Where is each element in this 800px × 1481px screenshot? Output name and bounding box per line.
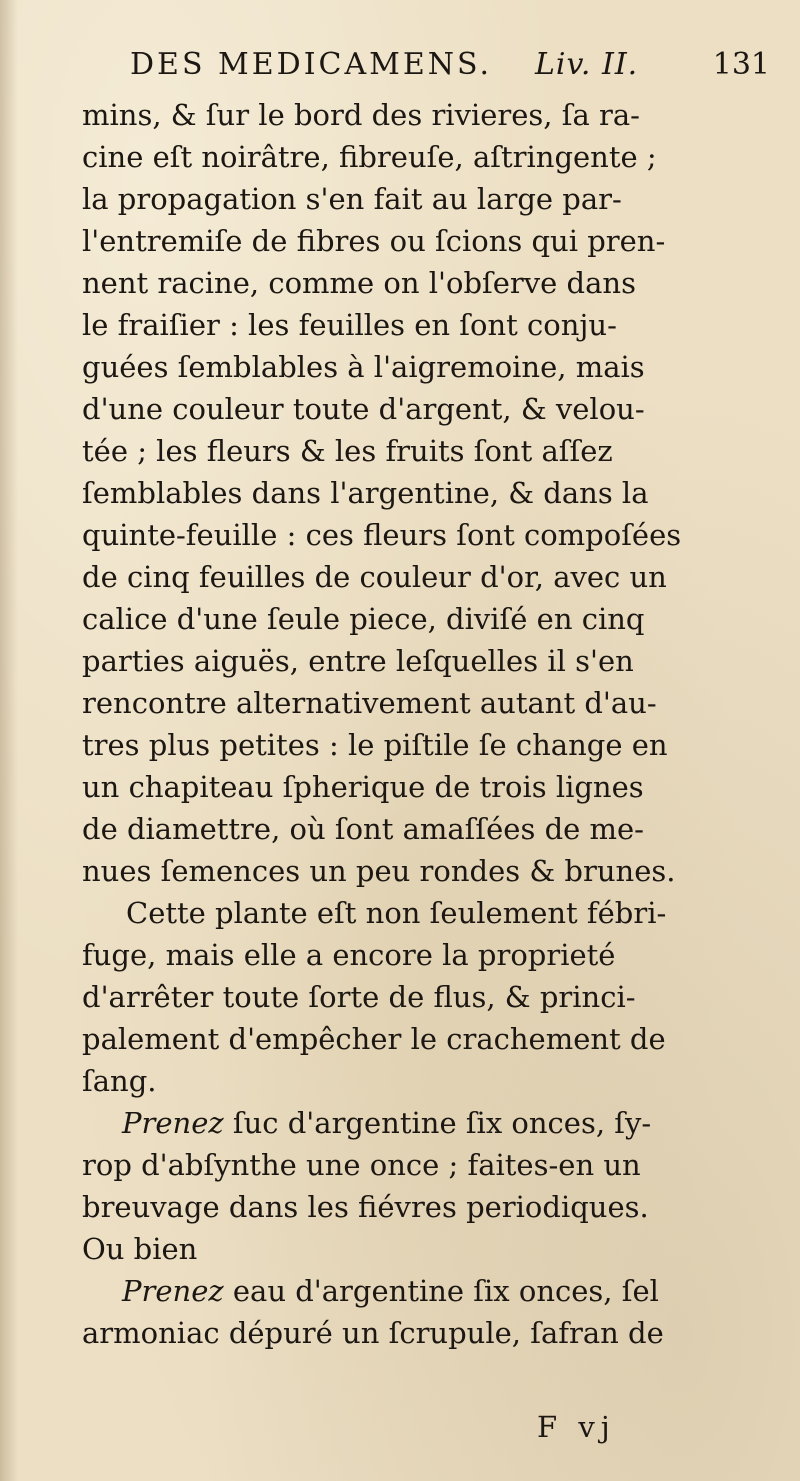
text-line: rop d'abſynthe une once ; faites-en un bbox=[82, 1148, 641, 1182]
text-line: Ou bien bbox=[82, 1232, 198, 1266]
text-line: breuvage dans les fiévres periodiques. bbox=[82, 1190, 649, 1224]
text-line: palement d'empêcher le crachement de bbox=[82, 1022, 666, 1056]
text-line: ſang. bbox=[82, 1064, 157, 1098]
page-number: 131 bbox=[712, 47, 770, 82]
text-line: tée ; les fleurs & les fruits ſont aſſez bbox=[82, 434, 613, 468]
text-line: tres plus petites : le piſtile ſe change en bbox=[82, 728, 668, 762]
text-line: armoniac dépuré un ſcrupule, ſafran de bbox=[82, 1316, 664, 1350]
recipe-text: ſuc d'argentine ſix onces, ſy- bbox=[232, 1106, 652, 1140]
page-gutter-shadow bbox=[0, 0, 18, 1481]
text-line: un chapiteau ſpherique de trois lignes bbox=[82, 770, 644, 804]
book-number: Liv. II. bbox=[535, 47, 639, 82]
text-line: d'arrêter toute ſorte de flus, & princi- bbox=[82, 980, 636, 1014]
text-line: calice d'une ſeule piece, diviſé en cinq bbox=[82, 602, 645, 636]
text-line: quinte-feuille : ces fleurs ſont compoſées bbox=[82, 518, 682, 552]
recipe-first-line bbox=[82, 1102, 752, 1144]
prenez-label: Prenez bbox=[122, 1106, 224, 1140]
text-line: fuge, mais elle a encore la proprieté bbox=[82, 938, 616, 972]
body-text bbox=[82, 94, 752, 1354]
text-line: nues ſemences un peu rondes & brunes. bbox=[82, 854, 676, 888]
signature-mark: F vj bbox=[537, 1410, 616, 1444]
text-line: de cinq feuilles de couleur d'or, avec un bbox=[82, 560, 667, 594]
text-line: d'une couleur toute d'argent, & velou- bbox=[82, 392, 645, 426]
text-line: le fraiſier : les feuilles en ſont conju- bbox=[82, 308, 617, 342]
paragraph-first-line: Cette plante eſt non ſeulement fébri- bbox=[126, 896, 667, 930]
text-line: de diamettre, où ſont amaſſées de me- bbox=[82, 812, 644, 846]
text-line: mins, & ſur le bord des rivieres, ſa ra- bbox=[82, 98, 640, 132]
text-line: rencontre alternativement autant d'au- bbox=[82, 686, 657, 720]
recipe-text: eau d'argentine ſix onces, ſel bbox=[232, 1274, 659, 1308]
text-line: nent racine, comme on l'obſerve dans bbox=[82, 266, 636, 300]
recipe-first-line bbox=[82, 1270, 752, 1312]
text-line: cine eſt noirâtre, fibreuſe, aſtringente ; bbox=[82, 140, 657, 174]
running-title: DES MEDICAMENS. bbox=[130, 47, 493, 82]
prenez-label: Prenez bbox=[122, 1274, 224, 1308]
text-line: la propagation s'en fait au large par- bbox=[82, 182, 622, 216]
running-header bbox=[130, 40, 770, 90]
text-line: l'entremiſe de fibres ou ſcions qui pren- bbox=[82, 224, 666, 258]
text-line: guées ſemblables à l'aigremoine, mais bbox=[82, 350, 645, 384]
text-line: ſemblables dans l'argentine, & dans la bbox=[82, 476, 649, 510]
text-line: parties aiguës, entre leſquelles il s'en bbox=[82, 644, 634, 678]
